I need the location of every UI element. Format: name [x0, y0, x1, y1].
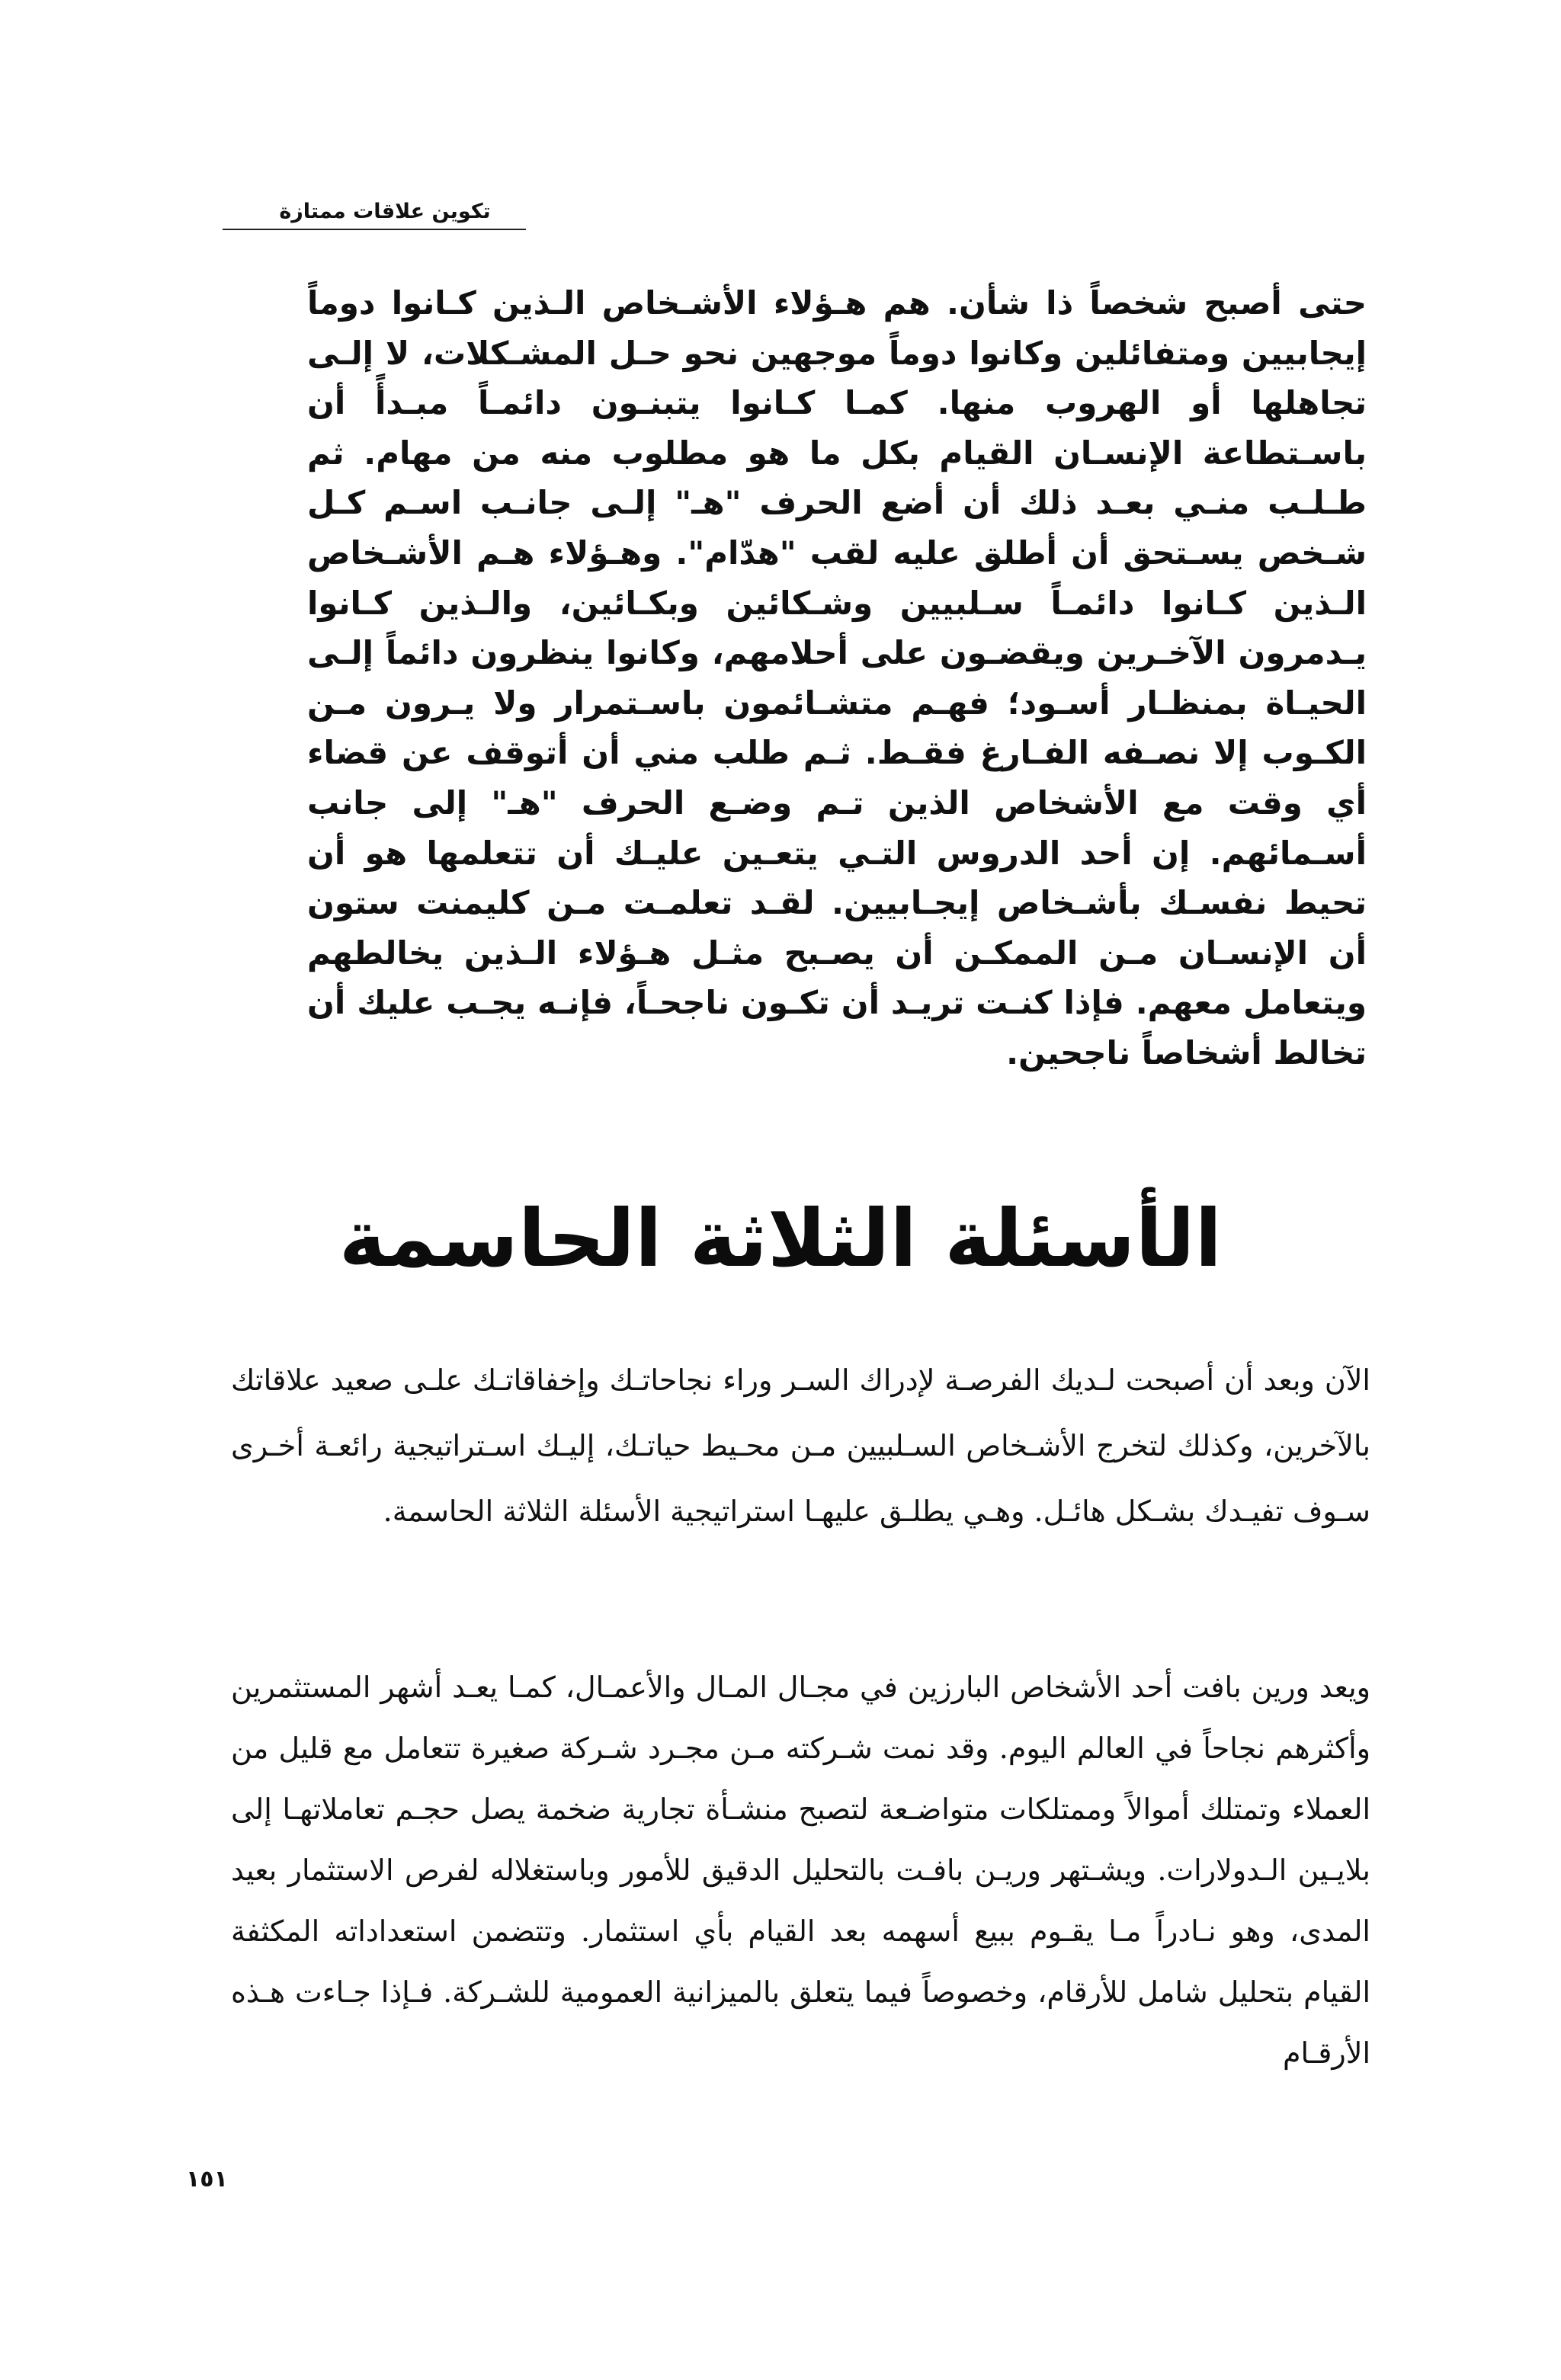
body-text-buffett: [231, 1657, 1370, 2084]
paragraph: الآن وبعد أن أصبحت لـديك الفرصـة لإدراك السـر وراء نجاحاتـك وإخفاقاتـك علـى صعيد علاقاتك بالآخرين، وكذلك لتخرج الأشـخاص السـلبيين مـن محـيط حياتـك، إليـك اسـتراتيجية رائعـة أخـرى سـوف تفيـدك بشـكل هائـل. وهـي يطلـق عليهـا استراتيجية الأسئلة الثلاثة الحاسمة.: [231, 1363, 1370, 1528]
paragraph: حتى أصبح شخصاً ذا شأن. هم هـؤلاء الأشـخاص الـذين كـانوا دوماً إيجابيين ومتفائلين وكانوا دوماً موجهين نحو حـل المشـكلات، لا إلـى تجاهلها أو الهروب منها. كمـا كـانوا يتبنـون دائمـاً مبـدأً أن باسـتطاعة الإنسـان القيام بكل ما هو مطلوب منه من مهام. ثم طـلـب منـي بعـد ذلك أن أضع الحرف "هـ" إلـى جانـب اسـم كـل شـخص يسـتحق أن أطلق عليه لقب "هدّام". وهـؤلاء هـم الأشـخاص الـذين كـانوا دائمـاً سـلبيين وشـكائين وبكـائين، والـذين كـانوا يـدمرون الآخـرين ويقضـون على أحلامهم، وكانوا ينظرون دائماً إلـى الحيـاة بمنظـار أسـود؛ فهـم متشـائمون باسـتمرار ولا يـرون مـن الكـوب إلا نصـفه الفـارغ فقـط. ثـم طلب مني أن أتوقف عن قضاء أي وقت مع الأشخاص الذين تـم وضـع الحرف "هـ" إلى جانب أسـمائهم. إن أحد الدروس التـي يتعـين عليـك أن تتعلمها هو أن تحيط نفسـك بأشـخاص إيجـابيين. لقـد تعلمـت مـن كليمنت ستون أن الإنسـان مـن الممكـن أن يصـبح مثـل هـؤلاء الـذين يخالطهم ويتعامل معهم. فإذا كنـت تريـد أن تكـون ناجحـاً، فإنـه يجـب عليك أن تخالط أشخاصاً ناجحين.: [307, 284, 1367, 1071]
page-number: ١٥١: [186, 2166, 228, 2193]
running-head: تكوين علاقات ممتازة: [279, 200, 491, 223]
paragraph: ويعد ورين بافت أحد الأشخاص البارزين في مجـال المـال والأعمـال، كمـا يعـد أشهر المستثمرين وأكثرهم نجاحاً في العالم اليوم. وقد نمت شـركته مـن مجـرد شـركة صغيرة تتعامل مع قليل من العملاء وتمتلك أموالاً وممتلكات متواضـعة لتصبح منشـأة تجارية ضخمة يصل حجـم تعاملاتهـا إلى بلايـين الـدولارات. ويشـتهر وريـن بافـت بالتحليل الدقيق للأمور وباستغلاله لفرص الاستثمار بعيد المدى، وهو نـادراً مـا يقـوم ببيع أسهمه بعد القيام بأي استثمار. وتتضمن استعداداته المكثفة القيام بتحليل شامل للأرقام، وخصوصاً فيما يتعلق بالميزانية العمومية للشـركة. فـإذا جـاءت هـذه الأرقـام: [231, 1670, 1370, 2070]
section-title: الأسئلة الثلاثة الحاسمة: [338, 1192, 1223, 1285]
body-text-top: [307, 278, 1367, 1078]
running-head-rule: [223, 229, 526, 230]
body-text-intro: [231, 1347, 1370, 1544]
